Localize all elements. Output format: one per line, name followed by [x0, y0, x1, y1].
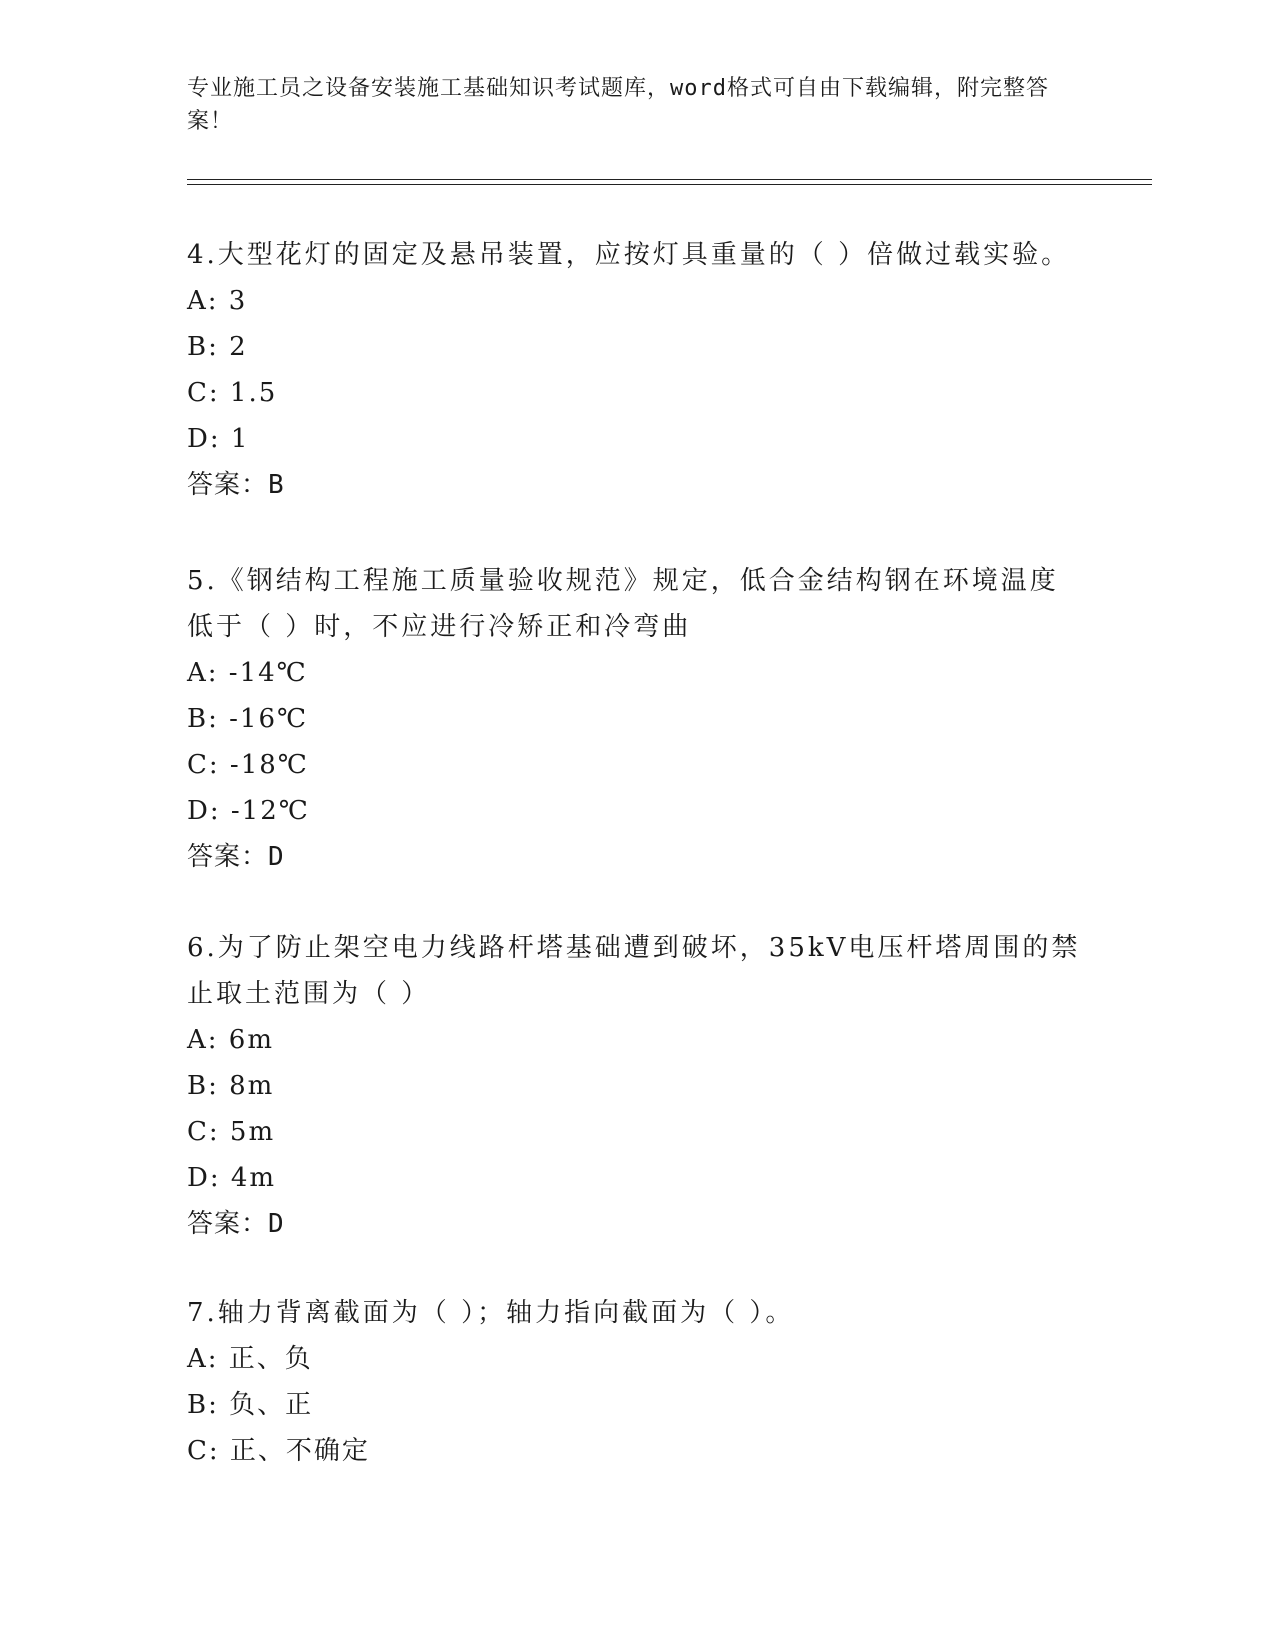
option-b: B: -16℃ [187, 704, 309, 734]
option-a: A: 3 [187, 286, 248, 316]
answer: 答案：D [187, 1209, 285, 1239]
option-c: C: 5m [187, 1117, 276, 1147]
question-stem: 5.《钢结构工程施工质量验收规范》规定，低合金结构钢在环境温度低于（ ）时，不应进行冷矫正和冷弯曲 [187, 566, 1059, 642]
question-stem: 4.大型花灯的固定及悬吊装置，应按灯具重量的（ ）倍做过载实验。 [187, 240, 1071, 270]
option-b: B: 2 [187, 332, 248, 362]
answer: 答案：D [187, 842, 285, 872]
option-b: B: 负、正 [187, 1390, 314, 1420]
question-4 [187, 232, 1087, 508]
option-c: C: -18℃ [187, 750, 309, 780]
option-c: C: 1.5 [187, 378, 278, 408]
answer: 答案：B [187, 470, 285, 500]
header-divider-bottom [187, 184, 1152, 185]
question-stem: 7.轴力背离截面为（ ）；轴力指向截面为（ ）。 [187, 1298, 795, 1328]
question-5 [187, 558, 1087, 880]
document-header: 专业施工员之设备安装施工基础知识考试题库，word格式可自由下载编辑，附完整答案！ [187, 76, 1049, 134]
header-divider-top [187, 179, 1152, 180]
question-7 [187, 1290, 1087, 1474]
option-d: D: 1 [187, 424, 250, 454]
option-c: C: 正、不确定 [187, 1436, 370, 1466]
option-a: A: 正、负 [187, 1344, 313, 1374]
option-d: D: 4m [187, 1163, 277, 1193]
option-d: D: -12℃ [187, 796, 310, 826]
question-stem: 6.为了防止架空电力线路杆塔基础遭到破坏，35kV电压杆塔周围的禁止取土范围为（ ） [187, 933, 1081, 1009]
option-b: B: 8m [187, 1071, 275, 1101]
question-6 [187, 925, 1087, 1247]
option-a: A: 6m [187, 1025, 274, 1055]
option-a: A: -14℃ [187, 658, 308, 688]
